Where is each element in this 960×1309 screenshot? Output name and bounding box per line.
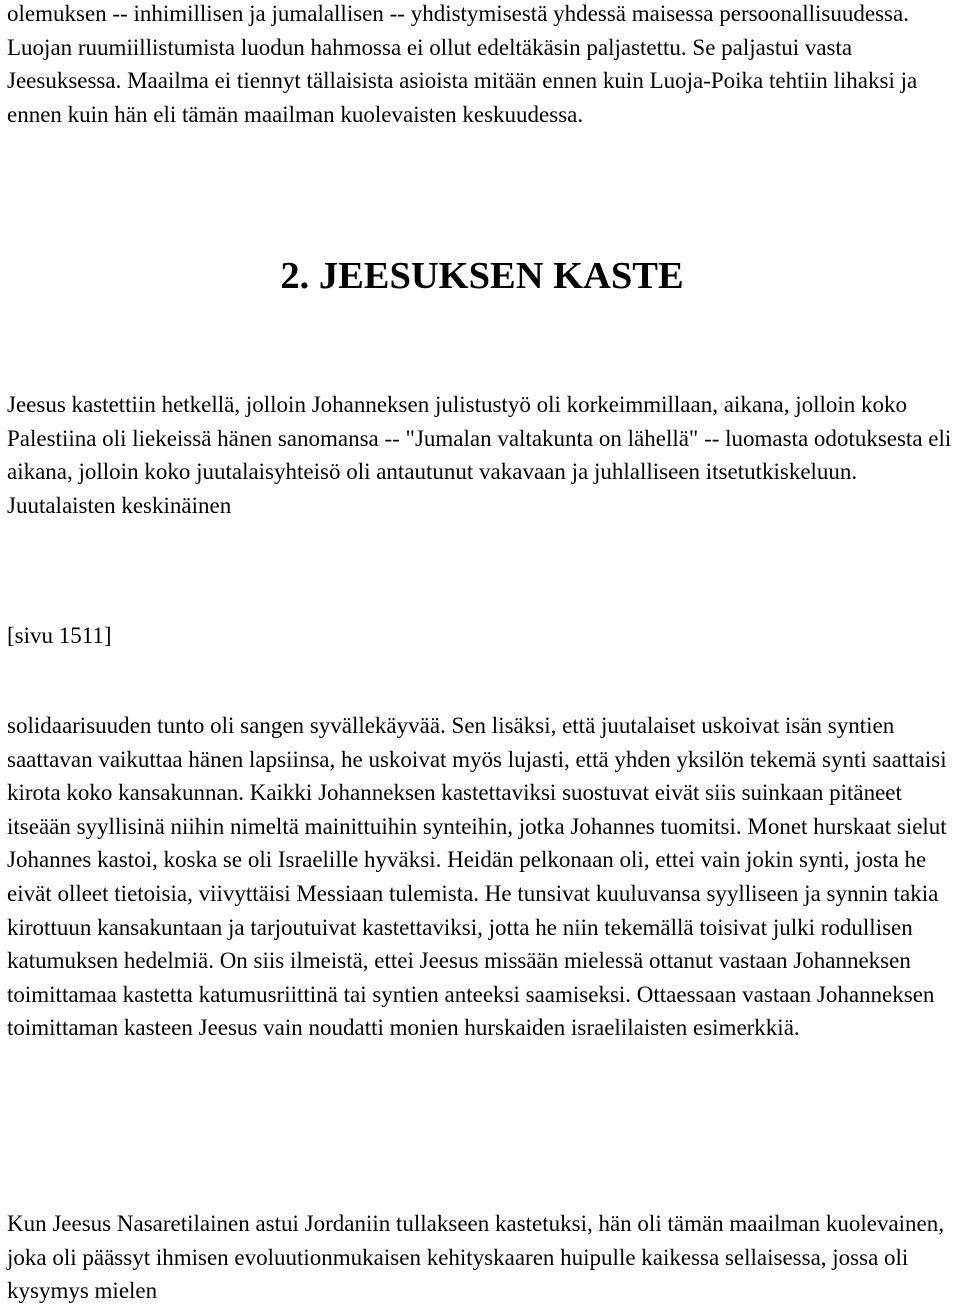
page-marker: [sivu 1511] xyxy=(7,623,112,648)
body-paragraph-1: Jeesus kastettiin hetkellä, jolloin Johanneksen julistustyö oli korkeimmillaan, aikana, jolloin koko Palestiina oli liekeissä hänen sanomansa -- "Jumalan valtakunta on lähellä" -- luomasta odotuksesta eli aikana, jolloin koko juutalaisyhteisö oli antautunut vakavaan ja juhlalliseen itsetutkiskeluun. Juutalaisten keskinäinen xyxy=(7,392,952,518)
intro-paragraph: olemuksen -- inhimillisen ja jumalallisen -- yhdistymisestä yhdessä maisessa persoonallisuudessa. Luojan ruumiillistumista luodun hahmossa ei ollut edeltäkäsin paljastettu. Se paljastui vasta Jeesuksessa. Maailma ei tiennyt tällaisista asioista mitään ennen kuin Luoja-Poika tehtiin lihaksi ja ennen kuin hän eli tämän maailman kuolevaisten keskuudessa. xyxy=(7,1,918,127)
section-heading: 2. JEESUKSEN KASTE xyxy=(280,255,684,297)
body-paragraph-3: Kun Jeesus Nasaretilainen astui Jordaniin tullakseen kastetuksi, hän oli tämän maailman kuolevainen, joka oli päässyt ihmisen evoluutionmukaisen kehityskaaren huipulle kaikessa sellaisessa, jossa oli kysymys mielen xyxy=(7,1211,945,1304)
body-paragraph-2: solidaarisuuden tunto oli sangen syvällekäyvää. Sen lisäksi, että juutalaiset uskoivat isän syntien saattavan vaikuttaa hänen lapsiinsa, he uskoivat myös lujasti, että yhden yksilön tekemä synti saattaisi kirota koko kansakunnan. Kaikki Johanneksen kastettaviksi suostuvat eivät siis suinkaan pitäneet itseään syyllisinä niihin nimeltä mainittuihin synteihin, jotka Johannes tuomitsi. Monet hurskaat sielut Johannes kastoi, koska se oli Israelille hyväksi. Heidän pelkonaan oli, ettei vain jokin synti, josta he eivät olleet tietoisia, viivyttäisi Messiaan tulemista. He tunsivat kuuluvansa syylliseen ja synnin takia kirottuun kansakuntaan ja tarjoutuivat kastettaviksi, jotta he niin tekemällä toisivat julki rodullisen katumuksen hedelmiä. On siis ilmeistä, ettei Jeesus missään mielessä ottanut vastaan Johanneksen toimittamaa kastetta katumusriittinä tai syntien anteeksi saamiseksi. Ottaessaan vastaan Johanneksen toimittaman kasteen Jeesus vain noudatti monien hurskaiden israelilaisten esimerkkiä. xyxy=(7,713,947,1041)
